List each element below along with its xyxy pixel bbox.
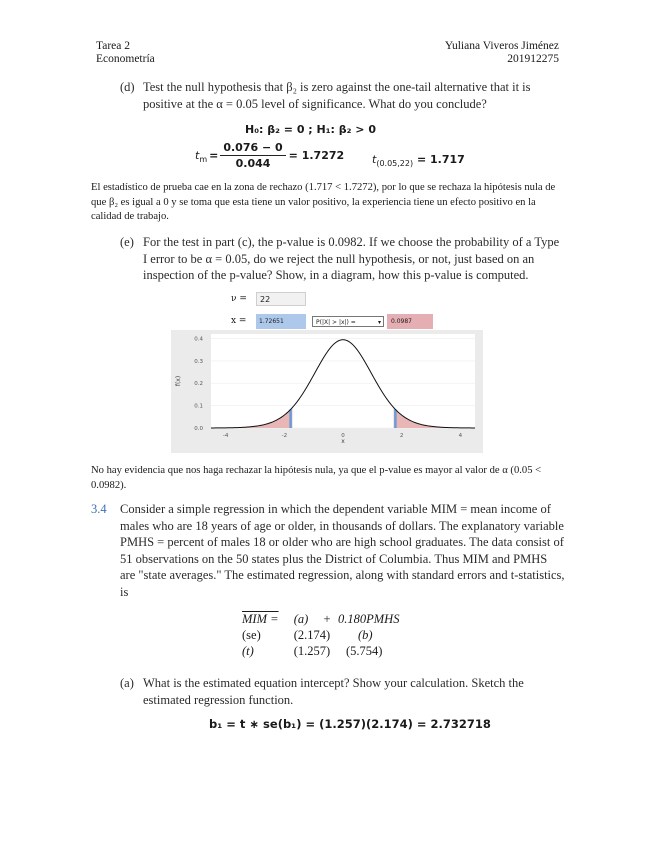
regression-row-se (242, 627, 399, 643)
probability-select[interactable] (312, 316, 384, 327)
reg-t-label: (t) (242, 644, 254, 658)
reg-se-slope: (b) (358, 628, 373, 642)
tc-subscript: (0.05,22) (376, 159, 414, 168)
y-axis-ticks (194, 336, 203, 432)
header-author: Yuliana Viveros Jiménez (444, 40, 559, 52)
x-axis-label: x (341, 438, 345, 445)
tm-result: = 1.7272 (288, 149, 345, 162)
reg-lhs: MIM = (242, 612, 279, 626)
regression-row-t (242, 643, 399, 659)
reg-intercept: (a) (293, 612, 309, 626)
y-tick-label: 0.4 (194, 336, 203, 343)
part-d-conclusion: El estadístico de prueba cae en la zona de rechazo (1.717 < 1.7272), por lo que se rechaza la hipótesis nula de que β₂ es igual a 0 y se toma que esta tiene un valor positivo, la experiencia tiene un efecto positivo en la calidad de trabajo. (91, 182, 556, 222)
header-right (445, 40, 559, 66)
x-tick-label: 2 (399, 433, 404, 439)
p-value-output: 0.0987 (387, 314, 433, 329)
regression-table (242, 611, 399, 659)
x-tick-label: -2 (281, 433, 288, 439)
tm-numerator: 0.076 − 0 (220, 141, 285, 156)
tm-symbol: t (195, 149, 200, 162)
part-d-label: (d) (120, 80, 135, 94)
x-tick-label: -4 (222, 433, 229, 439)
t-distribution-figure (171, 290, 483, 453)
y-axis-label: f(x) (175, 375, 182, 387)
x-tick-label: 0 (341, 433, 345, 439)
tc-symbol: t (372, 153, 377, 166)
part-e-conclusion: No hay evidencia que nos haga rechazar la hipótesis nula, ya que el p-value es mayor al valor de α (0.05 < 0.0982). (91, 465, 542, 491)
y-tick-label: 0.3 (194, 358, 203, 365)
regression-row-estimates (242, 611, 399, 627)
x-input[interactable]: 1.72651 (256, 314, 306, 329)
density-plot (171, 330, 483, 453)
header-left (96, 40, 155, 66)
header-title: Tarea 2 (96, 40, 130, 52)
reg-se-intercept: (2.174) (293, 628, 331, 642)
plot-area (211, 334, 475, 428)
part-e-text: For the test in part (c), the p-value is 0.0982. If we choose the probability of a Type I error to be α = 0.05, do we reject the null hypothesis, or not, just based on an inspection of the p-value? Show, in a diagram, how this p-value is computed. (143, 235, 560, 282)
header-student-id: 201912275 (507, 53, 559, 65)
problem-number: 3.4 (91, 502, 107, 516)
tm-subscript: m (199, 155, 208, 164)
x-label: x = (231, 316, 247, 326)
hypotheses: H₀: β₂ = 0 ; H₁: β₂ > 0 (245, 123, 377, 136)
nu-label: ν = (231, 294, 247, 304)
x-tick-label: 4 (458, 433, 463, 439)
header-subject: Econometría (96, 53, 155, 65)
part-a-label: (a) (120, 676, 134, 690)
tc-result: = 1.717 (416, 153, 465, 166)
y-tick-label: 0.0 (194, 426, 203, 432)
critical-value-equation (372, 153, 465, 166)
probability-select-value: P(|X| > |x|) = (316, 319, 356, 326)
part-e-label: (e) (120, 235, 134, 249)
part-a-text: What is the estimated equation intercept? Show your calculation. Sketch the estimated regression function. (143, 676, 524, 707)
test-statistic-equation: t m = $\frac{0.076 - 0}{0.044}$ = 1.7272 (195, 141, 345, 170)
nu-input[interactable]: 22 (256, 292, 306, 306)
reg-slope: 0.180PMHS (338, 612, 400, 626)
reg-se-label: (se) (242, 628, 261, 642)
y-tick-label: 0.1 (194, 403, 203, 410)
reg-t-slope: (5.754) (346, 644, 383, 658)
problem-text: Consider a simple regression in which the dependent variable MIM = mean income of males who are 18 years of age or older, in thousands of dollars. The explanatory variable PMHS = percent of males 18 or older who are high school graduates. The data consist of 51 observations on the 50 states plus the District of Columbia. Thus MIM and PMHS are "state averages." The estimated regression, along with standard errors and t-statistics, is (120, 502, 565, 599)
reg-t-intercept: (1.257) (293, 644, 331, 658)
part-d-text: Test the null hypothesis that β₂ is zero against the one-tail alternative that it is positive at the α = 0.05 level of significance. What do you conclude? (143, 80, 531, 111)
part-a-equation: b₁ = t ∗ se(b₁) = (1.257)(2.174) = 2.732718 (209, 717, 491, 731)
reg-plus: + (323, 612, 331, 626)
tm-fraction (220, 141, 285, 170)
y-tick-label: 0.2 (194, 381, 203, 388)
chevron-down-icon: ▾ (377, 319, 381, 326)
tm-denominator: 0.044 (235, 157, 271, 170)
